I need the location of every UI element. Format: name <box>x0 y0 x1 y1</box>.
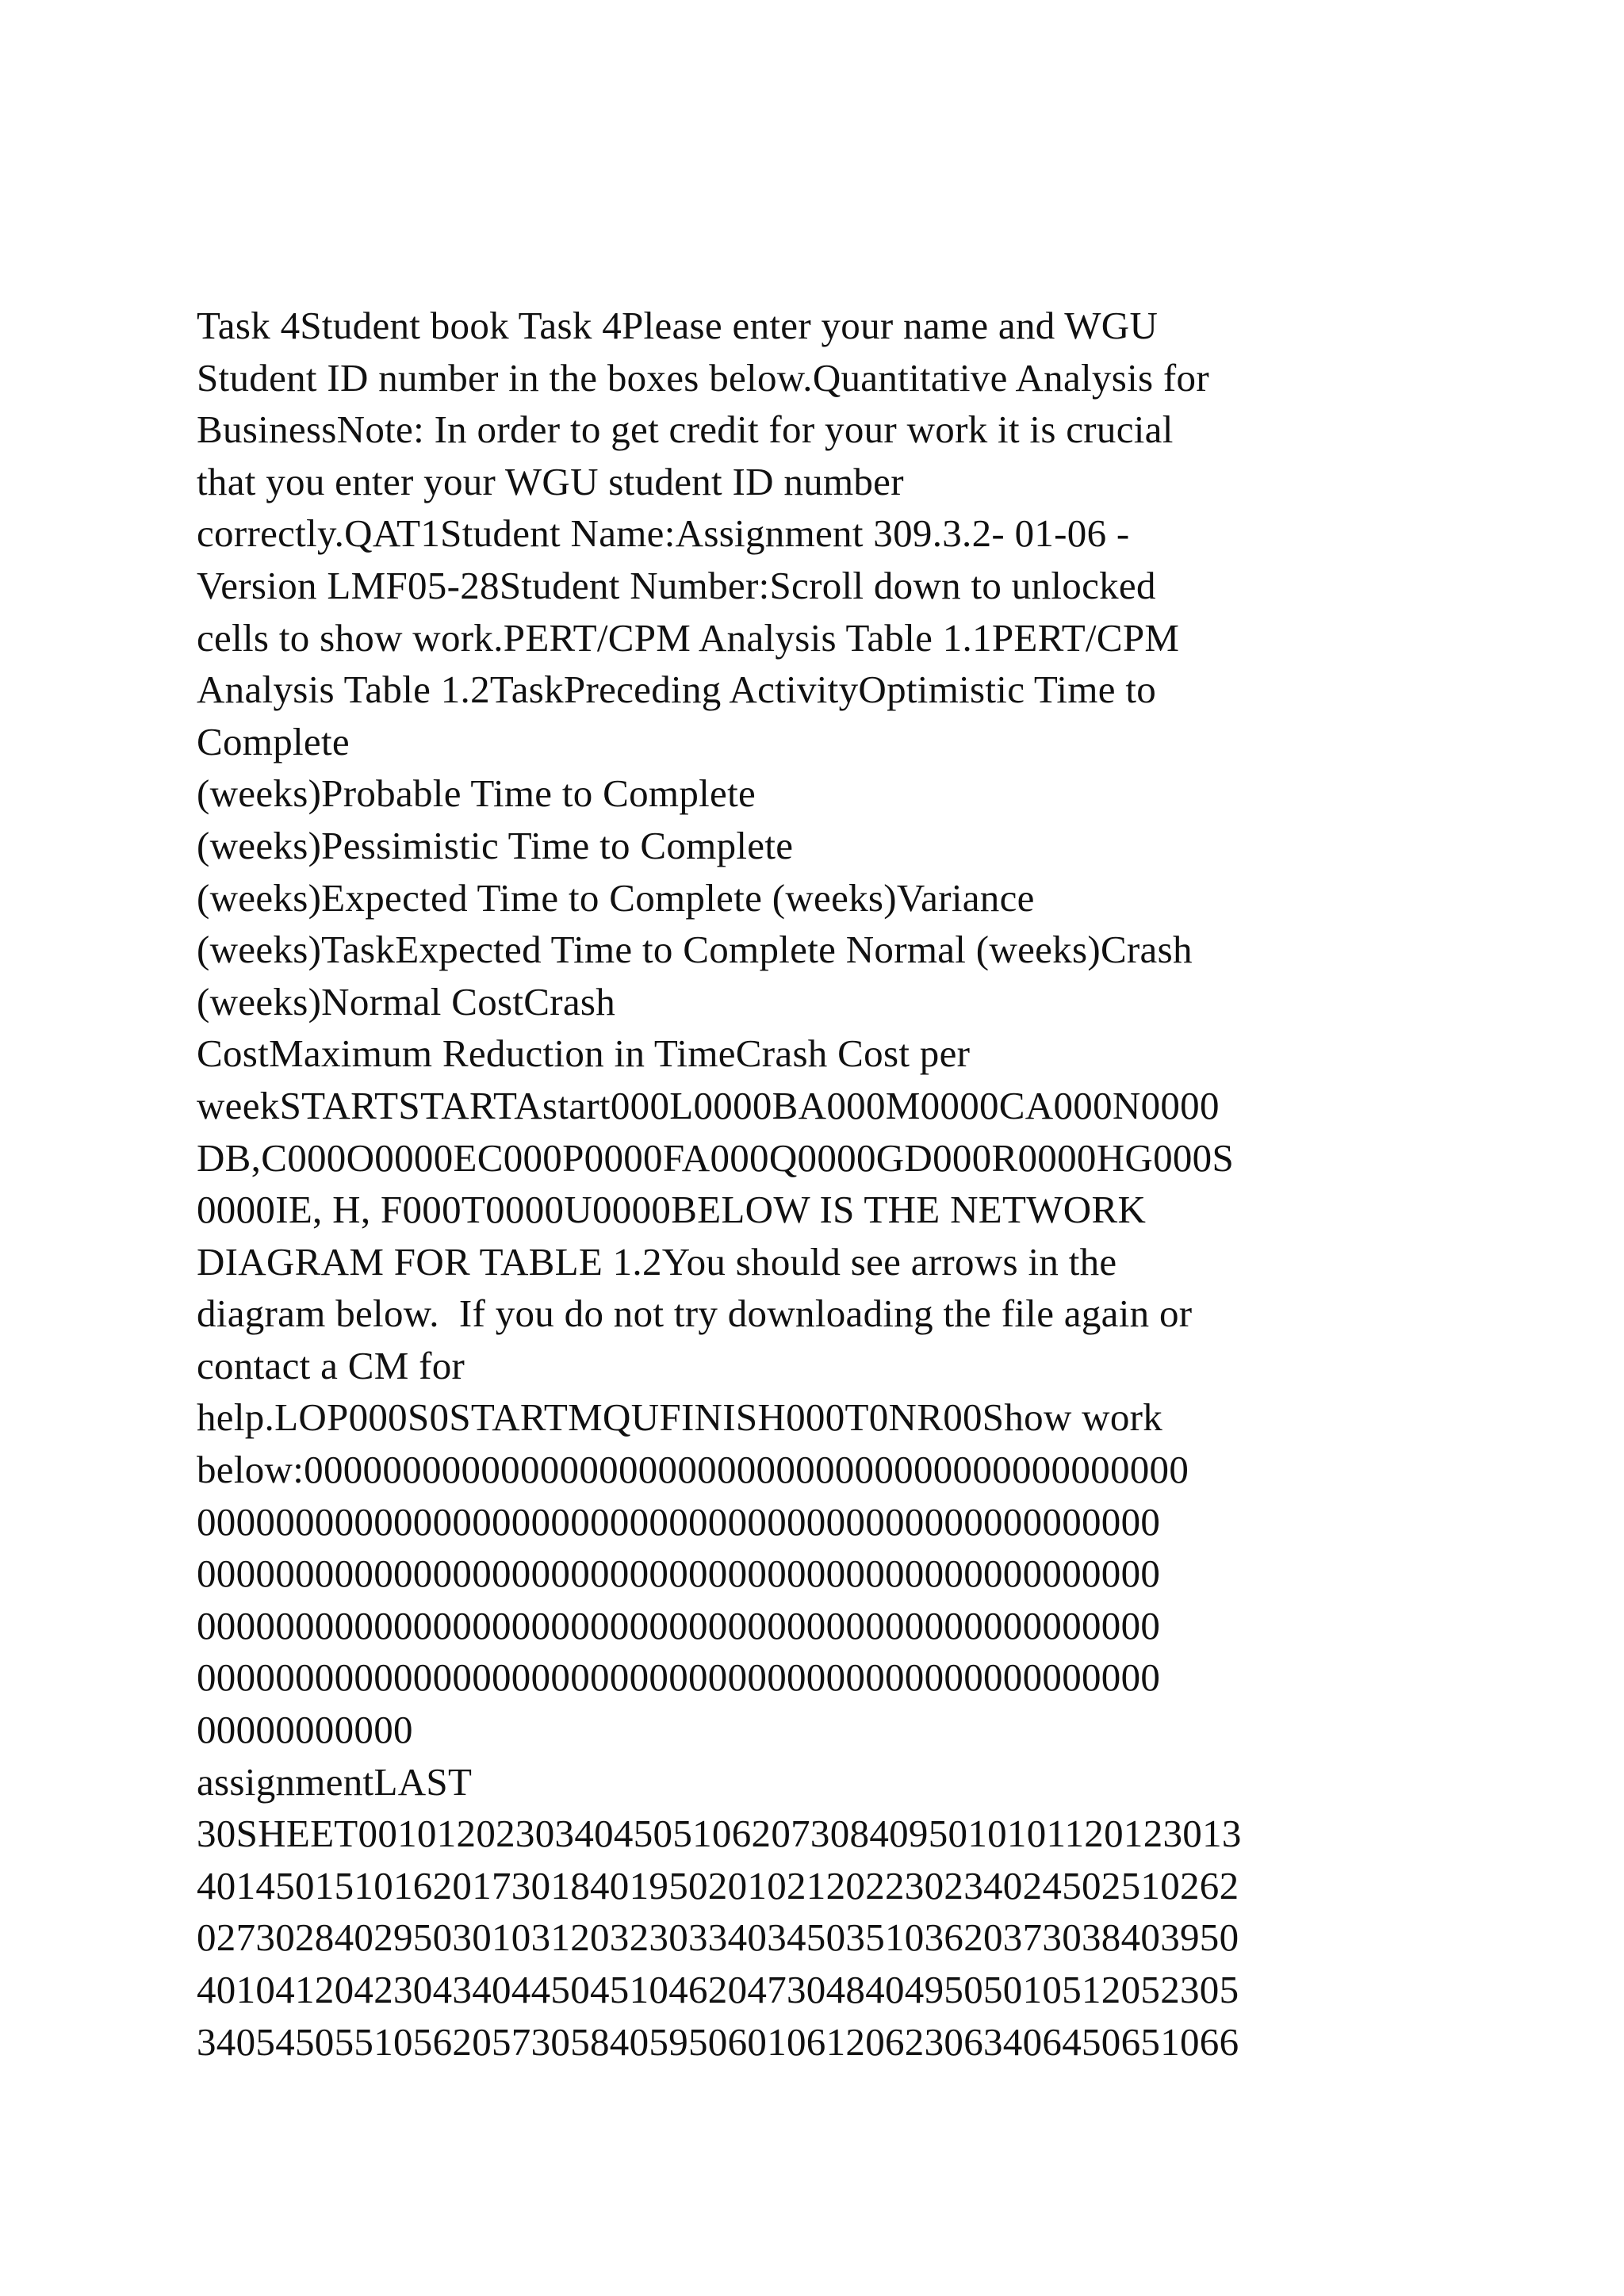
text-line: that you enter your WGU student ID number <box>197 459 904 503</box>
text-line: Student ID number in the boxes below.Quantitative Analysis for <box>197 355 1209 400</box>
text-line: DB,C000O0000EC000P0000FA000Q0000GD000R0000HG000S <box>197 1135 1235 1180</box>
text-line: 0273028402950301031203230334034503510362037303840395​0 <box>197 1915 1239 1960</box>
text-line: Analysis Table 1.2TaskPreceding ActivityOptimistic Time to <box>197 668 1157 712</box>
text-line: correctly.QAT1Student Name:Assignment 309.3.2- 01-06 - <box>197 511 1130 556</box>
text-line: (weeks)Pessimistic Time to Complete <box>197 823 794 867</box>
text-line: (weeks)Probable Time to Complete <box>197 771 756 816</box>
text-line: Complete <box>197 719 350 763</box>
text-line: DIAGRAM FOR TABLE 1.2You should see arrows in the <box>197 1239 1117 1284</box>
text-line: cells to show work.PERT/CPM Analysis Table 1.1PERT/CPM <box>197 615 1180 660</box>
text-line: (weeks)Normal CostCrash <box>197 979 616 1024</box>
text-line: diagram below. If you do not try downloading the file again or <box>197 1292 1193 1336</box>
document-body <box>197 300 1434 2068</box>
text-line: 0000000000000000000000000000000000000000000000000 <box>197 1603 1161 1647</box>
text-line: 0000000000000000000000000000000000000000000000000 <box>197 1655 1161 1700</box>
text-line: below:000000000000000000000000000000000000000000000 <box>197 1448 1189 1492</box>
text-line: 0000000000000000000000000000000000000000000000000 <box>197 1499 1161 1544</box>
text-line: 30SHEET0010120230340450510620730840950101011201230​13 <box>197 1812 1242 1856</box>
text-line: 3405450551056205730584059506010612062306340645065106​6 <box>197 2019 1239 2064</box>
text-line: 4014501510162017301840195020102120223023402450251026​2 <box>197 1863 1239 1908</box>
text-line: 0000000000000000000000000000000000000000000000000 <box>197 1552 1161 1596</box>
text-line: help.LOP000S0STARTMQUFINISH000T0NR00Show work <box>197 1395 1163 1440</box>
text-line: 0000IE, H, F000T0000U0000BELOW IS THE NETWORK <box>197 1188 1147 1232</box>
text-line: BusinessNote: In order to get credit for your work it is crucial <box>197 408 1174 452</box>
text-line: Version LMF05-28Student Number:Scroll down to unlocked <box>197 563 1156 607</box>
text-line: weekSTARTSTARTAstart000L0000BA000M0000CA000N0000 <box>197 1083 1220 1127</box>
text-line: 00000000000 <box>197 1708 413 1752</box>
text-line: (weeks)TaskExpected Time to Complete Normal (weeks)Crash <box>197 928 1193 972</box>
text-line: (weeks)Expected Time to Complete (weeks)Variance <box>197 875 1035 920</box>
text-line: CostMaximum Reduction in TimeCrash Cost per <box>197 1031 971 1076</box>
text-line: contact a CM for <box>197 1343 465 1387</box>
text-line: 4010412042304340445045104620473048404950501051205230​5 <box>197 1968 1239 2011</box>
text-line: assignmentLAST <box>197 1759 473 1804</box>
text-line: Task 4Student book Task 4Please enter your name and WGU <box>197 304 1159 347</box>
